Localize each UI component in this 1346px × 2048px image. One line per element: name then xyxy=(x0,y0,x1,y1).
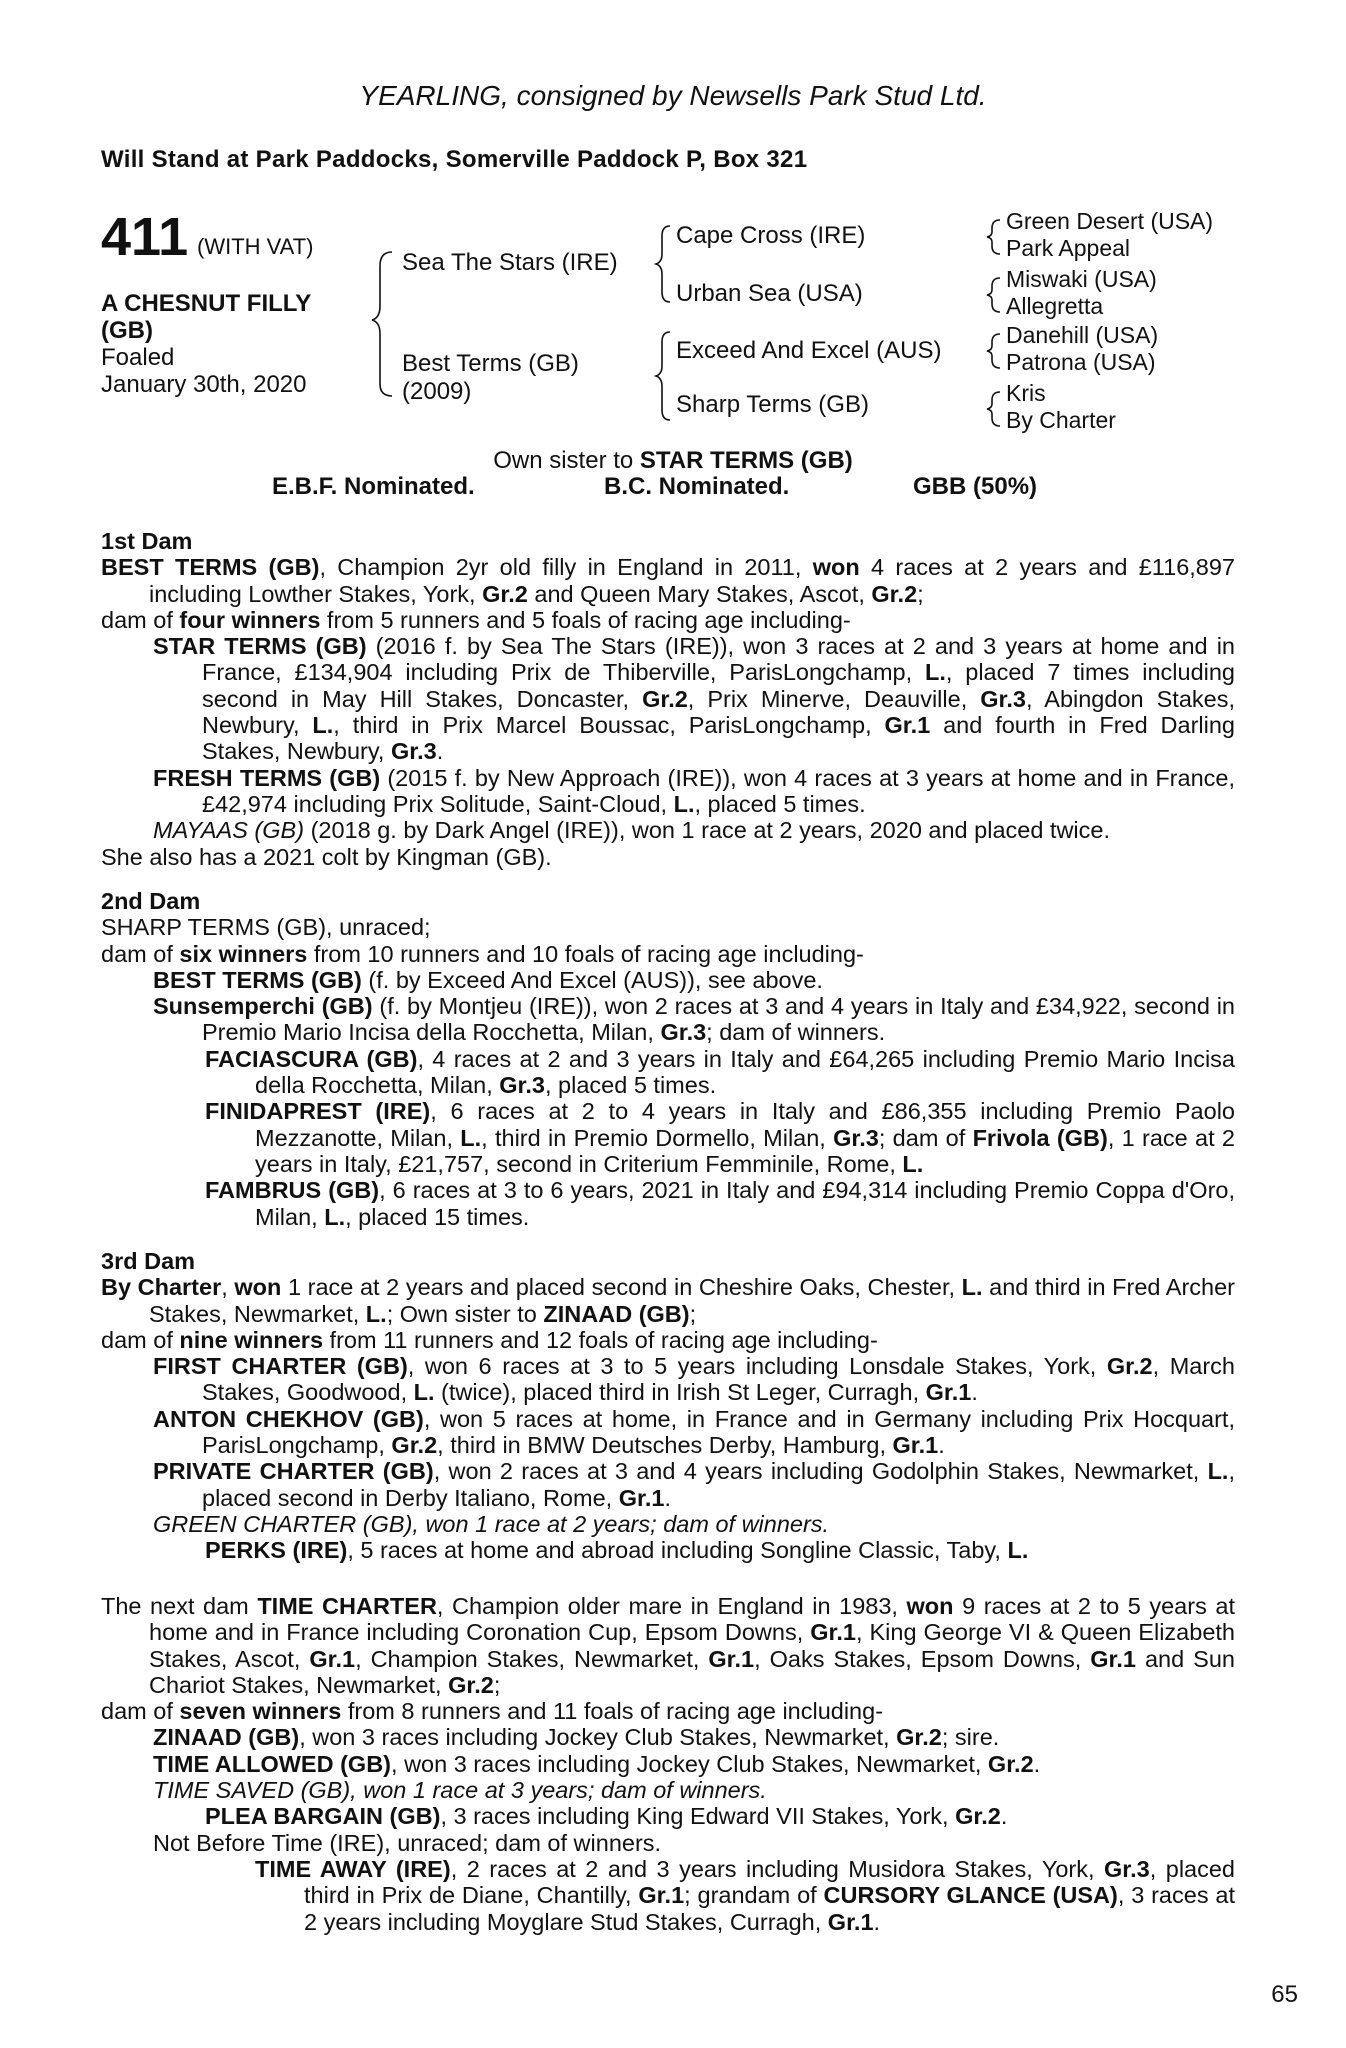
produce-entry xyxy=(101,1458,1235,1511)
produce-entry xyxy=(101,1098,1235,1177)
produce-note: She also has a 2021 colt by Kingman (GB). xyxy=(101,843,552,870)
horse-name: TIME AWAY (IRE) xyxy=(255,1855,451,1882)
text: , 2 races at 2 and 3 years including Musidora Stakes, York, xyxy=(450,1855,1104,1882)
grade: Gr.2 xyxy=(642,685,688,712)
grade: Gr.1 xyxy=(827,1908,874,1935)
second-dam-section xyxy=(101,888,1235,1230)
grade: Gr.2 xyxy=(1106,1353,1153,1380)
text: . xyxy=(938,1432,945,1459)
consignment-line: YEARLING, consigned by Newsells Park Stud Ltd. xyxy=(359,80,987,111)
grade: L. xyxy=(1007,1537,1029,1564)
grade: L. xyxy=(1207,1458,1229,1485)
produce-entry: Not Before Time (IRE), unraced; dam of winners. xyxy=(153,1829,662,1856)
produce-entry xyxy=(101,1777,1235,1803)
horse-name: Frivola (GB) xyxy=(972,1124,1108,1151)
first-dam-produce-summary xyxy=(101,607,1235,633)
grade: L. xyxy=(312,712,334,739)
text: , 5 races at home and abroad including Songline Classic, Taby, xyxy=(347,1537,1008,1564)
grade: Gr.2 xyxy=(955,1803,1001,1830)
winners-count: four winners xyxy=(179,606,321,633)
pedigree-sire-dam: Urban Sea (USA) xyxy=(676,280,863,307)
pedigree-g4: Allegretta xyxy=(1006,293,1104,319)
lot-vat: (WITH VAT) xyxy=(197,234,314,259)
text: from 5 runners and 5 foals of racing age including- xyxy=(320,606,851,633)
own-sister-prefix: Own sister to xyxy=(493,447,640,474)
text: (2016 f. by Sea The Stars (IRE)), won 3 races at 2 and 3 years at home and in France, £134,904 including Prix de Thiberville, ParisLongchamp, xyxy=(202,633,1236,686)
grade: Gr.2 xyxy=(987,1750,1034,1777)
grade: Gr.2 xyxy=(448,1671,494,1698)
text: , 6 races at 2 to 4 years in Italy and £86,355 including Premio Paolo Mezzanotte, Milan, xyxy=(255,1098,1235,1151)
text: (f. by Montjeu (IRE)), won 2 races at 3 and 4 years in Italy and £34,922, second in Premio Mario Incisa della Rocchetta, Milan, xyxy=(202,993,1235,1046)
text: , 6 races at 3 to 6 years, 2021 in Italy and £94,314 including Premio Coppa d'Oro, Milan, xyxy=(255,1177,1235,1230)
produce-entry xyxy=(101,1724,1235,1750)
text: . xyxy=(664,1484,671,1511)
text: , won 6 races at 3 to 5 years including Lonsdale Stakes, York, xyxy=(407,1353,1107,1380)
text: , Oaks Stakes, Epsom Downs, xyxy=(754,1645,1091,1672)
dam-name: By Charter xyxy=(101,1274,222,1301)
second-dam-produce-summary xyxy=(101,941,1235,967)
pedigree-dam: Best Terms (GB) xyxy=(402,350,579,377)
grade: Gr.3 xyxy=(499,1072,545,1099)
horse-name: Sunsemperchi (GB) xyxy=(153,993,373,1020)
grade: L. xyxy=(961,1274,983,1301)
pedigree-dam-year: (2009) xyxy=(402,378,472,405)
text: ; grandam of xyxy=(684,1882,824,1909)
grade: L. xyxy=(902,1150,924,1177)
text: , 1 race at 2 years in Italy, £21,757, second in Criterium Femminile, Rome, xyxy=(255,1124,1235,1177)
winners-count: six winners xyxy=(179,940,308,967)
text: , placed 15 times. xyxy=(345,1203,530,1230)
produce-entry xyxy=(101,633,1235,764)
text: (2015 f. by New Approach (IRE)), won 4 races at 3 years at home and in France, £42,974 including Prix Solitude, Saint-Cloud, xyxy=(202,764,1235,817)
page-number: 65 xyxy=(1271,1981,1298,2008)
text: ; dam of winners. xyxy=(706,1019,886,1046)
text: , Champion Stakes, Newmarket, xyxy=(355,1645,709,1672)
text: ; dam of xyxy=(878,1124,973,1151)
grade: Gr.1 xyxy=(1090,1645,1136,1672)
grade: Gr.3 xyxy=(833,1124,879,1151)
own-sister-name: STAR TERMS (GB) xyxy=(639,447,853,474)
grade: Gr.2 xyxy=(896,1724,942,1751)
horse-name: FACIASCURA (GB) xyxy=(205,1045,418,1072)
text: ; xyxy=(689,1300,697,1327)
text: dam of xyxy=(101,940,180,967)
text: ; sire. xyxy=(941,1724,1000,1751)
text: (f. by Exceed And Excel (AUS)), see above. xyxy=(361,966,823,993)
grade: Gr.1 xyxy=(309,1645,356,1672)
horse-name: PLEA BARGAIN (GB) xyxy=(205,1803,441,1830)
first-dam-section xyxy=(101,528,1235,870)
text: , placed 5 times. xyxy=(545,1072,717,1099)
horse-name: STAR TERMS (GB) xyxy=(153,633,367,660)
text: from 11 runners and 12 foals of racing age including- xyxy=(323,1326,878,1353)
horse-name: TIME ALLOWED (GB) xyxy=(153,1750,392,1777)
pedigree-dam-sire: Exceed And Excel (AUS) xyxy=(676,337,942,364)
bc-nomination: B.C. Nominated. xyxy=(604,473,790,500)
grade: Gr.2 xyxy=(871,580,918,607)
text: , March Stakes, Goodwood, xyxy=(202,1353,1235,1406)
text: , 4 races at 2 and 3 years in Italy and £64,265 including Premio Mario Incisa della Rocchetta, Milan, xyxy=(255,1045,1235,1099)
winners-count: seven winners xyxy=(179,1698,342,1725)
grade: L. xyxy=(324,1203,346,1230)
horse-name: FAMBRUS (GB) xyxy=(205,1177,380,1204)
ebf-nomination: E.B.F. Nominated. xyxy=(272,473,475,500)
grade: Gr.2 xyxy=(391,1432,438,1459)
produce-entry xyxy=(101,1046,1235,1099)
lot-description-country: (GB) xyxy=(101,317,153,344)
horse-name: ANTON CHEKHOV (GB) xyxy=(153,1405,424,1432)
produce-entry xyxy=(101,1177,1235,1230)
text: , placed 7 times including second in May Hill Stakes, Doncaster, xyxy=(202,659,1235,712)
third-dam-heading: 3rd Dam xyxy=(101,1248,196,1274)
produce-entry xyxy=(101,1537,1235,1563)
gbb-rating: GBB (50%) xyxy=(913,473,1038,500)
grade: Gr.3 xyxy=(390,738,437,765)
text: , Abingdon Stakes, Newbury, xyxy=(202,685,1235,739)
text: , third in Prix Marcel Boussac, ParisLongchamp, xyxy=(333,712,885,739)
second-dam-record: SHARP TERMS (GB), unraced; xyxy=(101,914,431,941)
text: won xyxy=(906,1593,954,1619)
text: , won 3 races including Jockey Club Stakes, Newmarket, xyxy=(391,1750,988,1777)
grade: Gr.1 xyxy=(618,1484,665,1511)
pedigree-g3: Miswaki (USA) xyxy=(1006,266,1157,292)
horse-name: TIME SAVED (GB) xyxy=(153,1777,351,1804)
dam-name: TIME CHARTER xyxy=(257,1593,437,1619)
text: , placed 5 times. xyxy=(694,790,866,817)
horse-name: ZINAAD (GB) xyxy=(543,1300,690,1327)
text: (twice), placed third in Irish St Leger, Curragh, xyxy=(434,1379,926,1406)
text: won xyxy=(812,554,860,581)
text: ; Own sister to xyxy=(386,1300,544,1327)
text: ; xyxy=(493,1671,501,1698)
text: , 3 races including King Edward VII Stakes, York, xyxy=(440,1803,956,1830)
foaled-label: Foaled xyxy=(101,344,175,371)
produce-entry xyxy=(101,1353,1235,1406)
text: . xyxy=(1033,1750,1041,1777)
text: and Sun Chariot Stakes, Newmarket, xyxy=(149,1645,1235,1698)
text: , won 5 races at home, in France and in Germany including Prix Hocquart, ParisLongchamp, xyxy=(202,1405,1235,1459)
grade: Gr.1 xyxy=(925,1379,972,1406)
produce-entry xyxy=(101,1511,1235,1537)
text: , placed third in Prix de Diane, Chantilly, xyxy=(304,1855,1235,1909)
text: 9 races at 2 to 5 years at home and in France including Coronation Cup, Epsom Downs, xyxy=(149,1593,1235,1646)
third-dam-record xyxy=(101,1274,1235,1327)
text: dam of xyxy=(101,606,180,633)
text: , 3 races at 2 years including Moyglare Stud Stakes, Curragh, xyxy=(304,1882,1235,1935)
produce-entry xyxy=(101,1406,1235,1459)
third-dam-section xyxy=(101,1248,1235,1564)
next-dam-record xyxy=(101,1593,1235,1698)
horse-name: PRIVATE CHARTER (GB) xyxy=(153,1458,434,1485)
text: , Champion older mare in England in 1983, xyxy=(436,1593,907,1619)
next-dam-section xyxy=(101,1593,1235,1935)
text: . xyxy=(971,1379,978,1406)
text: , won 3 races including Jockey Club Stakes, Newmarket, xyxy=(299,1724,897,1751)
third-dam-produce-summary xyxy=(101,1327,1235,1353)
dam-name: BEST TERMS (GB) xyxy=(101,554,320,581)
text: and third in Fred Archer Stakes, Newmarket, xyxy=(149,1274,1235,1327)
grade: Gr.1 xyxy=(884,712,931,739)
text: . xyxy=(436,738,444,765)
second-dam-heading: 2nd Dam xyxy=(101,888,201,914)
pedigree-g2: Park Appeal xyxy=(1006,235,1131,261)
text: , Prix Minerve, Deauville, xyxy=(687,685,981,712)
text: , King George VI & Queen Elizabeth Stakes, Ascot, xyxy=(149,1619,1235,1672)
lot-number: 411 xyxy=(101,207,189,267)
first-dam-heading: 1st Dam xyxy=(101,528,193,554)
text: dam of xyxy=(101,1326,180,1353)
pedigree-g8: By Charter xyxy=(1006,407,1116,433)
text: . xyxy=(873,1908,881,1935)
horse-name: FRESH TERMS (GB) xyxy=(153,764,381,791)
text: (2018 g. by Dark Angel (IRE)), won 1 race at 2 years, 2020 and placed twice. xyxy=(304,817,1111,844)
grade: L. xyxy=(365,1300,387,1327)
text: and fourth in Fred Darling Stakes, Newbury, xyxy=(202,712,1235,765)
horse-name: CURSORY GLANCE (USA) xyxy=(823,1882,1118,1909)
text: won xyxy=(234,1274,282,1301)
produce-entry xyxy=(101,765,1235,818)
text: , xyxy=(221,1274,235,1301)
horse-name: FIRST CHARTER (GB) xyxy=(153,1353,408,1380)
text: , won 1 race at 3 years; dam of winners. xyxy=(350,1777,767,1804)
text: dam of xyxy=(101,1698,180,1725)
grade: L. xyxy=(413,1379,435,1406)
text: . xyxy=(1000,1803,1008,1830)
pedigree-g6: Patrona (USA) xyxy=(1006,349,1156,375)
text: , Champion 2yr old filly in England in 2011, xyxy=(319,554,813,581)
grade: Gr.3 xyxy=(1104,1855,1150,1882)
next-dam-produce-summary xyxy=(101,1698,1235,1724)
text: , third in Premio Dormello, Milan, xyxy=(481,1124,834,1151)
horse-name: BEST TERMS (GB) xyxy=(153,966,362,993)
pedigree-sire: Sea The Stars (IRE) xyxy=(402,249,618,276)
text: The next dam xyxy=(101,1593,258,1619)
text: , won 1 race at 2 years; dam of winners. xyxy=(412,1510,830,1537)
text: 4 races at 2 years and £116,897 including Lowther Stakes, York, xyxy=(149,554,1235,607)
grade: Gr.1 xyxy=(708,1645,755,1672)
first-dam-record xyxy=(101,554,1235,607)
horse-name: MAYAAS (GB) xyxy=(153,817,305,844)
text: 1 race at 2 years and placed second in Cheshire Oaks, Chester, xyxy=(281,1274,962,1301)
pedigree-dam-dam: Sharp Terms (GB) xyxy=(676,391,869,418)
produce-entry xyxy=(101,1803,1235,1829)
text: and Queen Mary Stakes, Ascot, xyxy=(527,580,872,607)
grade: Gr.1 xyxy=(892,1432,939,1459)
horse-name: FINIDAPREST (IRE) xyxy=(205,1098,431,1125)
produce-entry xyxy=(101,817,1235,843)
text: , third in BMW Deutsches Derby, Hamburg, xyxy=(437,1432,893,1459)
grade: Gr.1 xyxy=(638,1882,685,1909)
text: from 8 runners and 11 foals of racing age including- xyxy=(341,1698,884,1725)
horse-name: GREEN CHARTER (GB) xyxy=(153,1510,413,1537)
lot-description: A CHESNUT FILLY xyxy=(101,290,312,317)
grade: L. xyxy=(460,1124,482,1151)
pedigree-sire-sire: Cape Cross (IRE) xyxy=(676,222,866,249)
winners-count: nine winners xyxy=(179,1326,324,1353)
produce-entry xyxy=(101,967,1235,993)
produce-entry xyxy=(101,1751,1235,1777)
grade: Gr.3 xyxy=(980,685,1026,712)
grade: Gr.2 xyxy=(482,580,528,607)
text: ; xyxy=(917,580,924,607)
grade: Gr.1 xyxy=(810,1619,856,1646)
text: , placed second in Derby Italiano, Rome, xyxy=(202,1458,1235,1511)
pedigree-g5: Danehill (USA) xyxy=(1006,322,1159,348)
grade: L. xyxy=(925,659,946,686)
text: from 10 runners and 10 foals of racing age including- xyxy=(307,940,864,967)
produce-entry xyxy=(101,1856,1235,1935)
stand-location: Will Stand at Park Paddocks, Somerville Paddock P, Box 321 xyxy=(101,146,808,173)
pedigree-g7: Kris xyxy=(1006,380,1046,406)
grade: L. xyxy=(673,790,695,817)
pedigree-g1: Green Desert (USA) xyxy=(1006,208,1214,234)
text: , won 2 races at 3 and 4 years including Godolphin Stakes, Newmarket, xyxy=(433,1458,1208,1485)
own-sister-line xyxy=(0,447,1346,475)
foaled-date: January 30th, 2020 xyxy=(101,371,307,398)
horse-name: PERKS (IRE) xyxy=(205,1537,348,1564)
horse-name: ZINAAD (GB) xyxy=(153,1724,300,1751)
produce-entry xyxy=(101,993,1235,1046)
grade: Gr.3 xyxy=(660,1019,707,1046)
